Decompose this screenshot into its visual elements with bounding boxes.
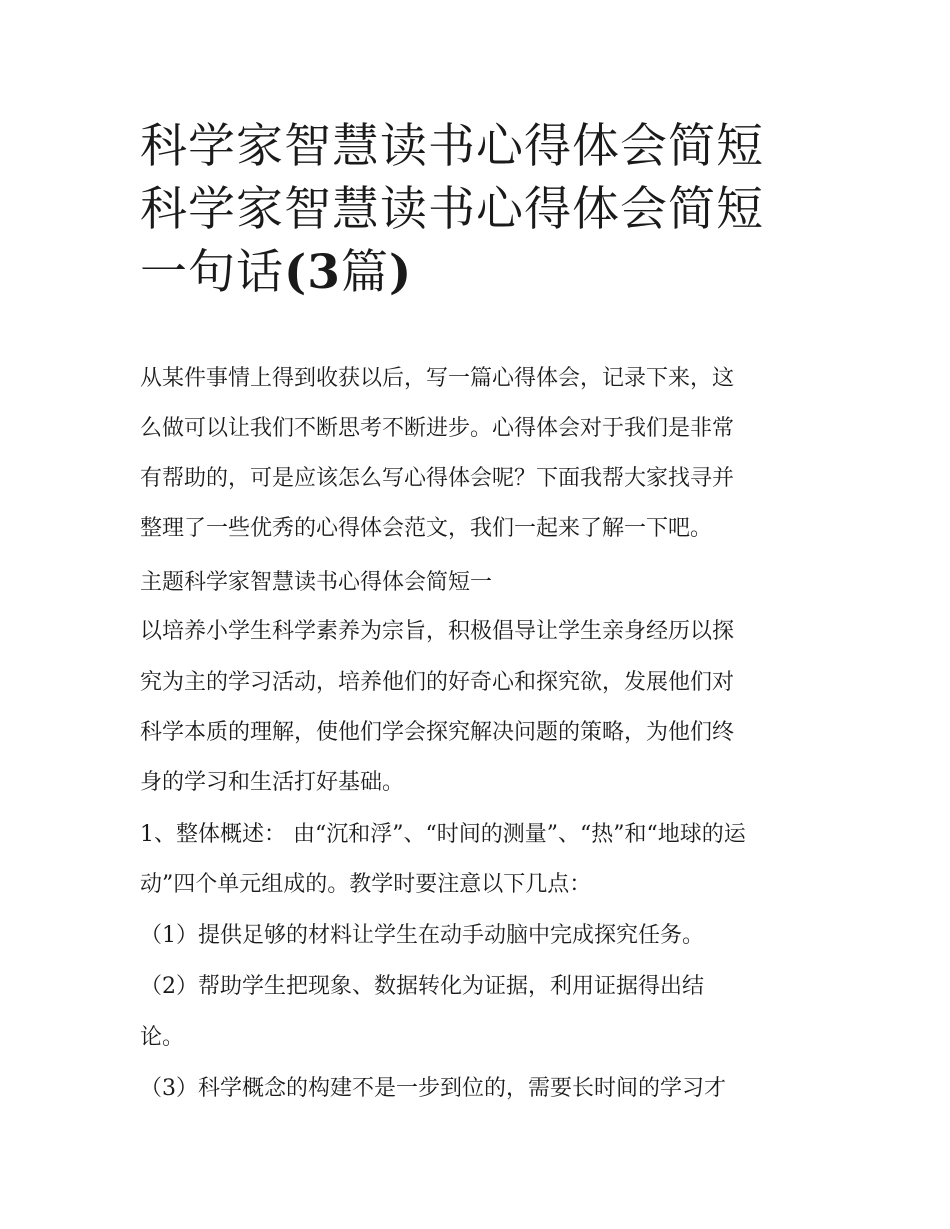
- list-item-2: （2）帮助学生把现象、数据转化为证据，利用证据得出结: [140, 974, 704, 999]
- list-item-2-cont: 论。: [140, 1025, 185, 1050]
- body-line-6: 以培养小学生科学素养为宗旨，积极倡导让学生亲身经历以探: [140, 619, 735, 644]
- body-line-7: 究为主的学习活动，培养他们的好奇心和探究欲，发展他们对: [140, 670, 735, 695]
- body-line-1: 从某件事情上得到收获以后，写一篇心得体会，记录下来，这: [140, 366, 735, 391]
- title-line-2: 科学家智慧读书心得体会简短: [140, 182, 764, 237]
- body-line-4: 整理了一些优秀的心得体会范文，我们一起来了解一下吧。: [140, 516, 713, 541]
- body-line-8: 科学本质的理解，使他们学会探究解决问题的策略，为他们终: [140, 720, 735, 745]
- body-line-11: 动”四个单元组成的。教学时要注意以下几点：: [140, 872, 592, 897]
- body-line-9: 身的学习和生活打好基础。: [140, 770, 405, 795]
- list-item-1: （1）提供足够的材料让学生在动手动脑中完成探究任务。: [140, 923, 704, 948]
- section-heading: 主题科学家智慧读书心得体会简短一: [140, 570, 493, 595]
- title-line-3b: (3: [284, 245, 341, 300]
- body-line-3: 有帮助的，可是应该怎么写心得体会呢？下面我帮大家找寻并: [140, 466, 735, 491]
- title-line-3c: 篇: [340, 245, 389, 300]
- body-line-2: 么做可以让我们不断思考不断进步。心得体会对于我们是非常: [140, 416, 735, 441]
- body-line-10: 1、整体概述： 由“沉和浮”、“时间的测量”、“热”和“地球的运: [140, 822, 746, 847]
- list-item-3: （3）科学概念的构建不是一步到位的，需要长时间的学习才: [140, 1076, 726, 1101]
- title-line-3d: ): [388, 245, 413, 300]
- title-line-1: 科学家智慧读书心得体会简短: [140, 119, 764, 174]
- document-title: [140, 115, 840, 304]
- title-line-3a: 一句话: [140, 245, 284, 300]
